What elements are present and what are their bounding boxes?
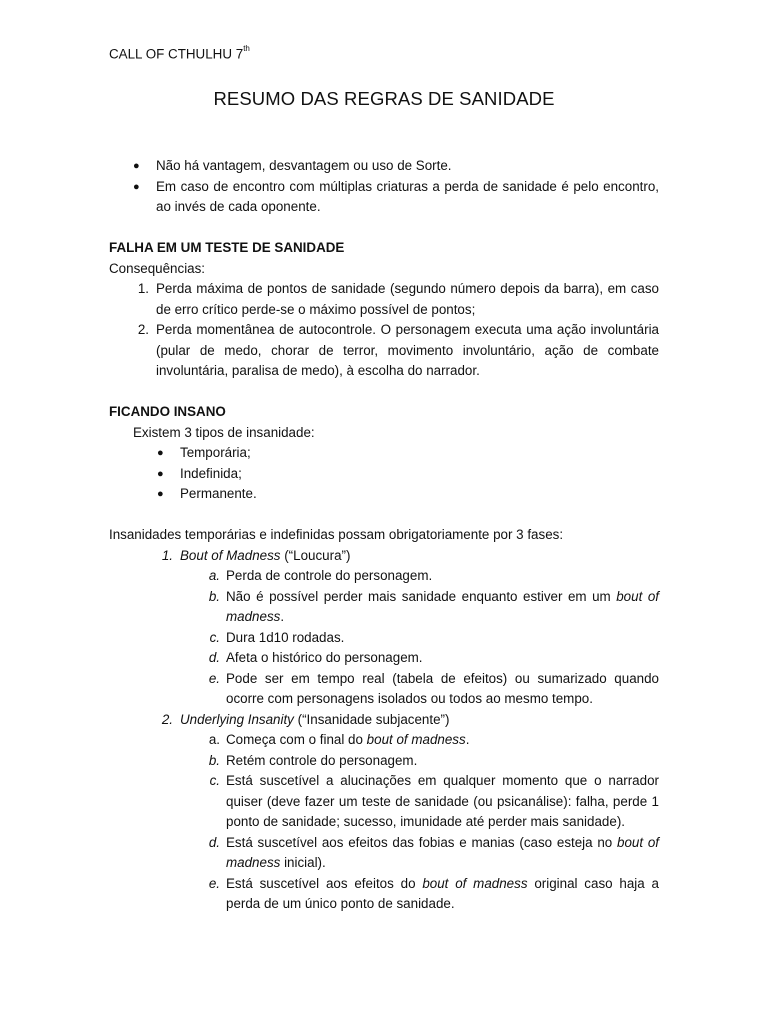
list-letter: c.: [209, 629, 220, 645]
list-letter: e.: [208, 875, 220, 891]
insanity-types-list: [109, 443, 659, 505]
intro-bullet-list: [109, 156, 659, 218]
section-heading-insane: FICANDO INSANO: [109, 404, 226, 419]
list-letter: d.: [208, 834, 220, 850]
phase-translation: (“Loucura”): [280, 547, 351, 563]
bullet-icon: ●: [157, 447, 164, 459]
phase-2-list: [109, 730, 659, 915]
list-item-text: Perda momentânea de autocontrole. O personagem executa uma ação involuntária (pular de medo, chorar de terror, movimento involuntário, ação de combate involuntária, paralisa de medo), à escolha do narrador.: [156, 322, 659, 378]
insanity-types-intro: Existem 3 tipos de insanidade:: [133, 424, 315, 440]
phase-translation: (“Insanidade subjacente”): [293, 711, 450, 727]
header-superscript: th: [243, 44, 250, 53]
phases-intro: Insanidades temporárias e indefinidas possam obrigatoriamente por 3 fases:: [109, 527, 564, 542]
list-item: [109, 874, 659, 915]
bullet-icon: ●: [133, 160, 140, 172]
document-body: [109, 156, 659, 915]
list-letter: d.: [208, 650, 220, 665]
list-item-text: Está suscetível a alucinações em qualquer momento que o narrador quiser (deve fazer um teste de sanidade (ou psicanálise): falha, perde 1 ponto de sanidade; sucesso, imunidade até perder mais sanidade).: [226, 773, 659, 829]
list-number: 2.: [137, 322, 149, 337]
consequences-list: [109, 279, 659, 382]
list-item: [109, 156, 659, 177]
list-item-text: Está suscetível aos efeitos das fobias e manias (caso esteja no bout of madness inicial).: [226, 834, 660, 870]
phase-2-heading: [109, 710, 659, 731]
page-header: [109, 41, 250, 65]
list-item: [109, 751, 659, 772]
list-item-text: Não há vantagem, desvantagem ou uso de Sorte.: [156, 158, 452, 173]
list-item: [109, 443, 659, 464]
bullet-icon: ●: [157, 488, 164, 500]
list-item-text: Pode ser em tempo real (tabela de efeitos) ou sumarizado quando ocorre com personagens isolados ou todos ao mesmo tempo.: [226, 670, 659, 706]
phase-1-heading: [109, 546, 659, 567]
phase-name: Underlying Insanity: [180, 711, 294, 727]
list-item: [109, 833, 659, 874]
list-item-text: Permanente.: [180, 486, 257, 501]
phase-number: 2.: [161, 711, 173, 727]
section-heading-fail: FALHA EM UM TESTE DE SANIDADE: [109, 240, 345, 255]
list-letter: b.: [208, 588, 220, 604]
list-item-text: Perda máxima de pontos de sanidade (segundo número depois da barra), em caso de erro crítico perde-se o máximo possível de pontos;: [156, 281, 659, 317]
list-item-text: Está suscetível aos efeitos do bout of madness original caso haja a perda de um único ponto de sanidade.: [226, 875, 659, 911]
list-letter: c.: [209, 773, 220, 788]
list-item: [109, 464, 659, 485]
list-item: [109, 669, 659, 710]
list-item: [109, 177, 659, 218]
list-letter: b.: [208, 752, 220, 768]
list-item: [109, 279, 659, 320]
list-item-text: Perda de controle do personagem.: [226, 568, 433, 583]
list-item: [109, 587, 659, 628]
list-item: [109, 566, 659, 587]
list-item: [109, 648, 659, 669]
list-letter: e.: [208, 670, 220, 686]
list-item-text: Indefinida;: [180, 465, 242, 481]
list-item: [109, 628, 659, 649]
bullet-icon: ●: [157, 467, 164, 480]
list-letter: a.: [208, 732, 220, 747]
list-item-text: Temporária;: [180, 445, 251, 460]
header-text: CALL OF CTHULHU 7: [109, 46, 244, 62]
list-item: [109, 730, 659, 751]
list-item-text: Não é possível perder mais sanidade enquanto estiver em um bout of madness.: [226, 588, 659, 624]
list-item: [109, 320, 659, 382]
list-number: 1.: [137, 281, 149, 296]
list-item-text: Em caso de encontro com múltiplas criaturas a perda de sanidade é pelo encontro, ao invés de cada oponente.: [156, 178, 659, 214]
list-letter: a.: [208, 568, 220, 583]
list-item-text: Dura 1d10 rodadas.: [226, 629, 345, 645]
bullet-icon: ●: [133, 180, 140, 193]
list-item-text: Retém controle do personagem.: [226, 752, 418, 768]
phase-number: 1.: [161, 547, 173, 563]
list-item: [109, 771, 659, 833]
list-item-text: Afeta o histórico do personagem.: [226, 650, 423, 665]
phase-1-list: [109, 566, 659, 710]
page-title: RESUMO DAS REGRAS DE SANIDADE: [213, 88, 555, 109]
list-item-text: Começa com o final do bout of madness.: [226, 732, 470, 747]
phase-name: Bout of Madness: [180, 547, 281, 563]
list-item: [109, 484, 659, 505]
consequences-label: Consequências:: [109, 260, 206, 276]
